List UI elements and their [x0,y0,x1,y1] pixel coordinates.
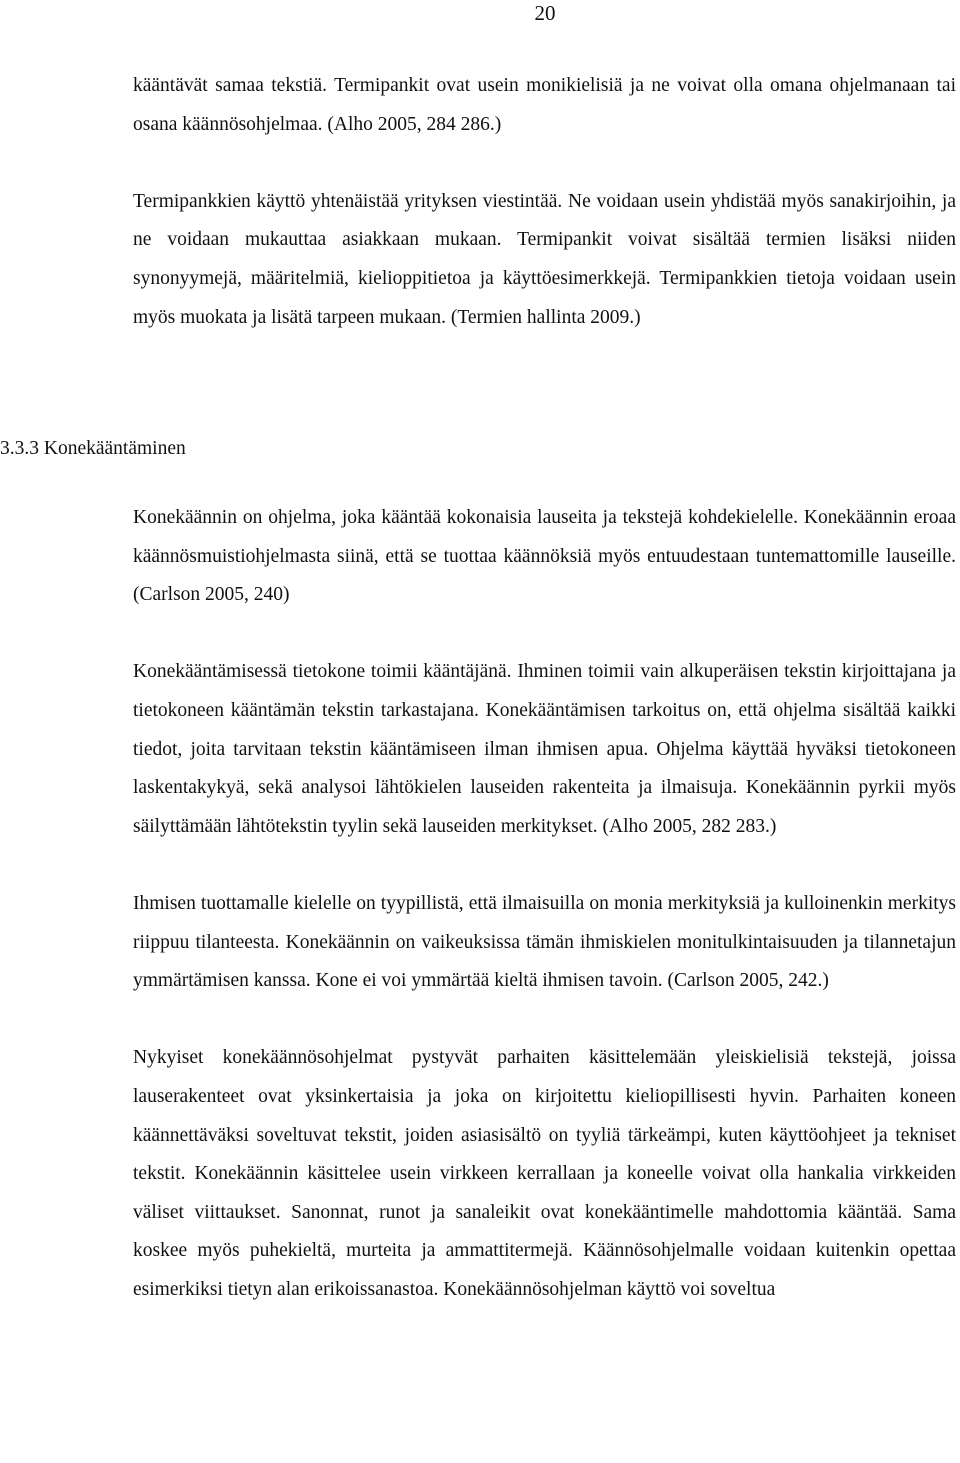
section-heading: 3.3.3 Konekääntäminen [0,438,186,459]
paragraph-konekaantamisessa: Konekääntämisessä tietokone toimii kääntäjänä. Ihminen toimii vain alkuperäisen tekstin kirjoittajana ja tietokoneen kääntämän tekstin tarkastajana. Konekääntämisen tarkoitus on, että ohjelma sisältää kaikki tiedot, joita tarvitaan tekstin kääntämiseen ilman ihmisen apua. Ohjelma käyttää hyväksi tietokoneen laskentakykyä, sekä analysoi lähtökielen lauseiden rakenteita ja ilmaisuja. Konekäännin pyrkii myös säilyttämään lähtötekstin tyylin sekä lauseiden merkitykset. (Alho 2005, 282 283.) [133,661,956,837]
paragraph-termipankkien-kaytto: Termipankkien käyttö yhtenäistää yrityksen viestintää. Ne voidaan usein yhdistää myös sanakirjoihin, ja ne voidaan mukauttaa asiakkaan mukaan. Termipankit voivat sisältää termien lisäksi niiden synonyymejä, määritelmiä, kielioppitietoa ja käyttöesimerkkejä. Termipankkien tietoja voidaan usein myös muokata ja lisätä tarpeen mukaan. (Termien hallinta 2009.) [133,190,956,328]
document-body-top [133,67,956,337]
paragraph-termipankit-intro: kääntävät samaa tekstiä. Termipankit ovat usein monikielisiä ja ne voivat olla omana ohjelmanaan tai osana käännösohjelmaa. (Alho 2005, 284 286.) [133,75,956,135]
paragraph-konekaannin-definition: Konekäännin on ohjelma, joka kääntää kokonaisia lauseita ja tekstejä kohdekielelle. Konekäännin eroaa käännösmuistiohjelmasta siinä, että se tuottaa käännöksiä myös entuudestaan tuntemattomille lauseille. (Carlson 2005, 240) [133,507,956,606]
page-number: 20 [534,1,556,25]
section-body [133,499,956,1309]
paragraph-nykyiset-ohjelmat: Nykyiset konekäännösohjelmat pystyvät parhaiten käsittelemään yleiskielisiä tekstejä, joissa lauserakenteet ovat yksinkertaisia ja joka on kirjoitettu kieliopillisesti hyvin. Parhaiten koneen käännettäväksi soveltuvat tekstit, joiden asiasisältö on tyyliä tärkeämpi, kuten käyttöohjeet ja tekniset tekstit. Konekäännin käsittelee usein virkkeen kerrallaan ja koneelle voivat olla hankalia virkkeiden väliset viittaukset. Sanonnat, runot ja sanaleikit ovat konekääntimelle mahdottomia kääntää. Sama koskee myös puhekieltä, murteita ja ammattitermejä. Käännösohjelmalle voidaan kuitenkin opettaa esimerkiksi tietyn alan erikoissanastoa. Konekäännösohjelman käyttö voi soveltua [133,1047,956,1300]
paragraph-ihmisen-kieli: Ihmisen tuottamalle kielelle on tyypillistä, että ilmaisuilla on monia merkityksiä ja kulloinenkin merkitys riippuu tilanteesta. Konekäännin on vaikeuksissa tämän ihmiskielen monitulkintaisuuden ja tilannetajun ymmärtämisen kanssa. Kone ei voi ymmärtää kieltä ihmisen tavoin. (Carlson 2005, 242.) [133,892,956,992]
